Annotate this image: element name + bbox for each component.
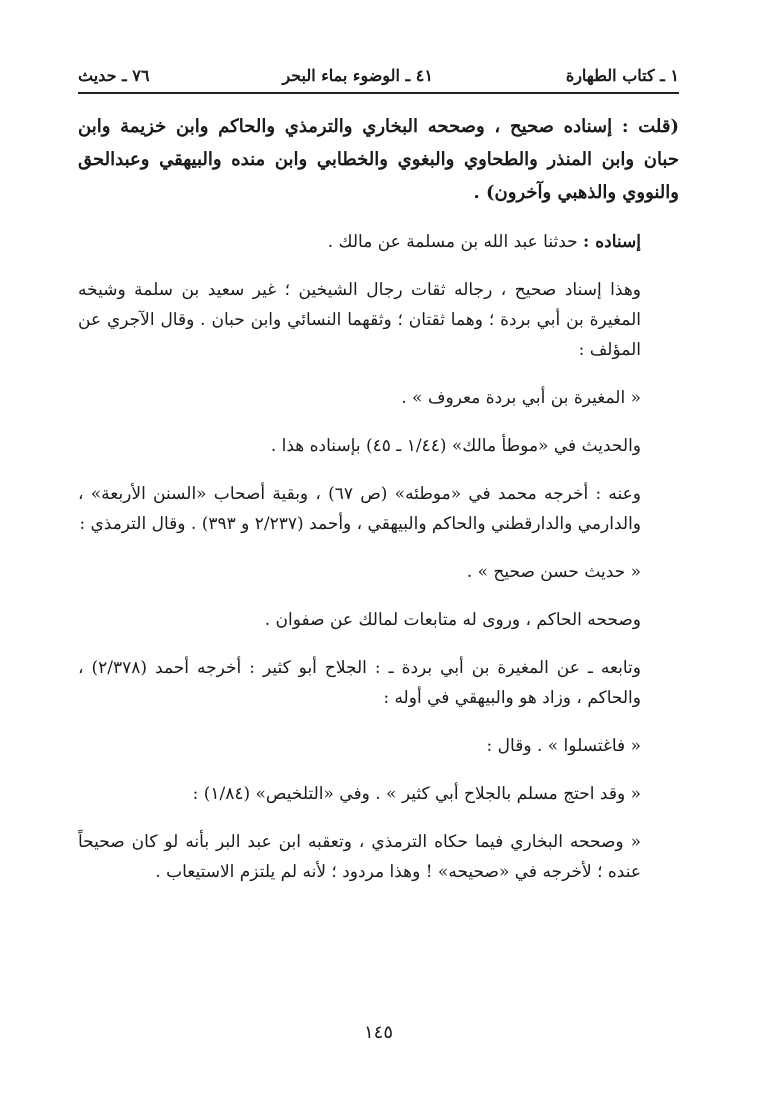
page-number: ١٤٥: [363, 1022, 393, 1043]
quote-paragraph: « فاغتسلوا » . وقال :: [486, 736, 641, 756]
commentary-paragraph: وعنه : أخرجه محمد في «موطئه» (ص ٦٧) ، وبقية أصحاب «السنن الأربعة» ، والدارمي والدارقطني والحاكم والبيهقي ، وأحمد (٢/٢٣٧ و ٣٩٣) . وقال الترمذي :: [78, 484, 642, 534]
commentary-paragraph: والحديث في «موطأ مالك» (١/٤٤ ـ ٤٥) بإسناده هذا .: [270, 436, 641, 456]
quote-paragraph: « المغيرة بن أبي بردة معروف » .: [401, 388, 641, 408]
quote-paragraph: « حديث حسن صحيح » .: [466, 562, 641, 582]
header-rule: [78, 92, 679, 94]
isnad-paragraph: [78, 227, 679, 257]
isnad-text: حدثنا عبد الله بن مسلمة عن مالك .: [327, 232, 584, 252]
author-note-paragraph: (قلت : إسناده صحيح ، وصححه البخاري والترمذي والحاكم وابن خزيمة وابن حبان وابن المنذر والطحاوي والبغوي والخطابي وابن منده والبيهقي وعبدالحق والنووي والذهبي وآخرون) .: [78, 116, 679, 203]
commentary-paragraph: وصححه الحاكم ، وروى له متابعات لمالك عن صفوان .: [264, 610, 641, 630]
quote-paragraph: « وصححه البخاري فيما حكاه الترمذي ، وتعقبه ابن عبد البر بأنه لو كان صحيحاً عنده ؛ لأخرجه في «صحيحه» ! وهذا مردود ؛ لأنه لم يلتزم الاستيعاب .: [78, 832, 641, 882]
commentary-paragraph: وتابعه ـ عن المغيرة بن أبي بردة ـ : الجلاح أبو كثير : أخرجه أحمد (٢/٣٧٨) ، والحاكم ، وزاد هو والبيهقي في أوله :: [78, 658, 641, 708]
isnad-label: إسناده :: [583, 232, 641, 252]
commentary-paragraph: وهذا إسناد صحيح ، رجاله ثقات رجال الشيخين ؛ غير سعيد بن سلمة وشيخه المغيرة بن أبي بردة ؛ وهما ثقتان ؛ وثقهما النسائي وابن حبان . وقال الآجري عن المؤلف :: [78, 280, 641, 360]
quote-paragraph: « وقد احتج مسلم بالجلاح أبي كثير » . وفي «التلخيص» (١/٨٤) :: [192, 784, 641, 804]
header-chapter-title: ٤١ ـ الوضوء بماء البحر: [282, 65, 433, 85]
header-book-title: ١ ـ كتاب الطهارة: [565, 65, 679, 85]
running-header: [78, 60, 679, 90]
page-body: [78, 110, 679, 905]
header-hadith-number: ٧٦ ـ حديث: [78, 65, 150, 85]
